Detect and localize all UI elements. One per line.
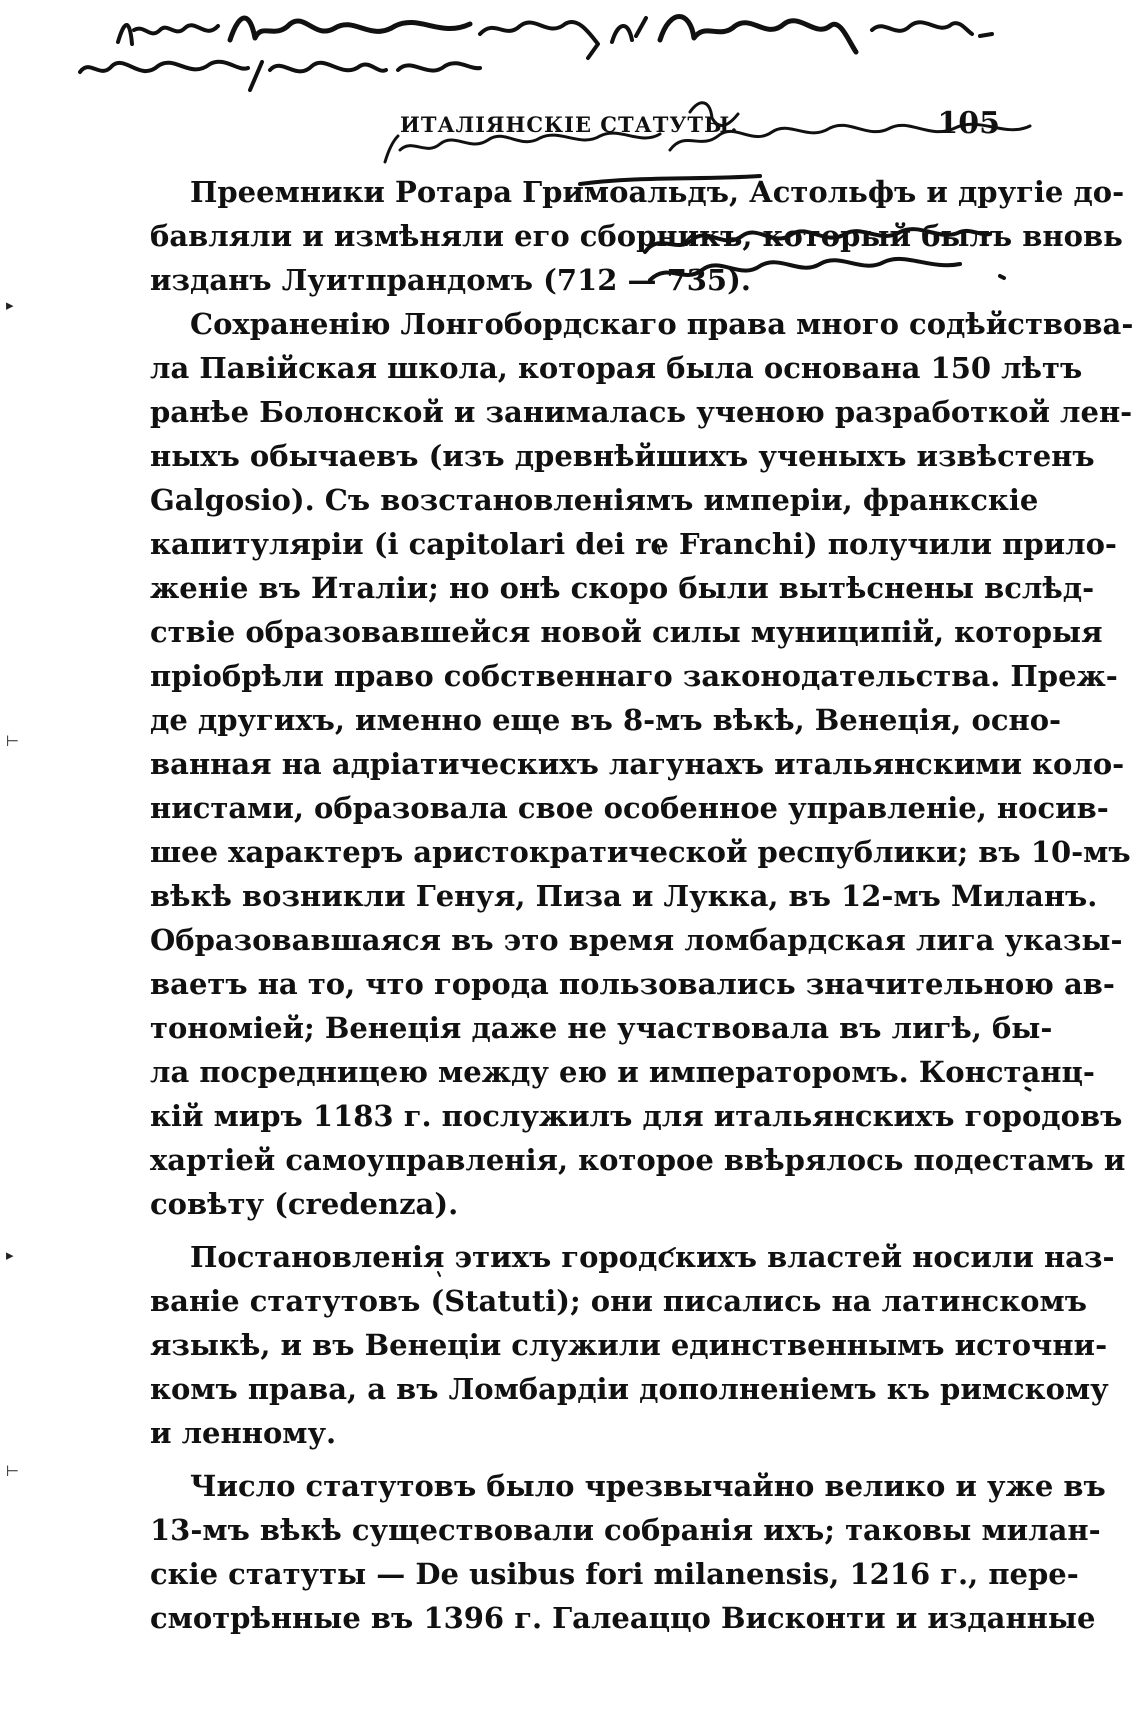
text-line: ствіе образовавшейся новой силы муниципій, которыя [150,615,1103,649]
text-line: Преемники Ротара Гримоальдъ, Астольфъ и другіе до- [190,175,1125,209]
text-line: женіе въ Италіи; но онѣ скоро были вытѣснены вслѣд- [150,571,1095,605]
text-line: изданъ Луитпрандомъ (712 — 735). [150,263,751,297]
text-line: смотрѣнные въ 1396 г. Галеаццо Висконти и изданные [150,1601,1096,1635]
text-line: совѣту (credenza). [150,1187,459,1221]
text-line: ваніе статутовъ (Statuti); они писались на латинскомъ [150,1284,1087,1318]
margin-mark: ▸ [6,296,14,314]
text-line: языкѣ, и въ Венеціи служили единственнымъ источни- [150,1328,1108,1362]
text-line: ранѣе Болонской и занималась ученою разработкой лен- [150,395,1133,429]
margin-mark: ▸ [6,1246,14,1264]
text-line: нистами, образовала свое особенное управленіе, носив- [150,791,1109,825]
margin-mark: ⊢ [6,1462,20,1480]
text-line: Число статутовъ было чрезвычайно велико и уже въ [190,1469,1106,1503]
text-line: де другихъ, именно еще въ 8-мъ вѣкѣ, Венеція, осно- [150,703,1062,737]
paragraph-1 [150,170,1125,302]
text-line: комъ права, а въ Ломбардіи дополненіемъ къ римскому [150,1372,1109,1406]
text-line: Постановленія этихъ городскихъ властей носили наз- [190,1240,1115,1274]
text-line: скіе статуты — De usibus fori milanensis, 1216 г., пере- [150,1557,1079,1591]
text-line: ныхъ обычаевъ (изъ древнѣйшихъ ученыхъ извѣстенъ [150,439,1095,473]
text-line: ваетъ на то, что города пользовались значительною ав- [150,967,1115,1001]
text-line: ла посредницею между ею и императоромъ. Констанц- [150,1055,1095,1089]
body-text [150,170,1134,1640]
text-line: и ленному. [150,1416,337,1450]
paragraph-3 [150,1235,1115,1455]
text-line: пріобрѣли право собственнаго законодательства. Преж- [150,659,1118,693]
text-line: хартіей самоуправленія, которое ввѣрялось подестамъ и [150,1143,1126,1177]
paragraph-2 [150,302,1134,1226]
text-line: Сохраненію Лонгобордскаго права много содѣйствова- [190,307,1134,341]
text-line: ла Павійская школа, которая была основана 150 лѣтъ [150,351,1083,385]
margin-mark: ⊢ [6,732,20,750]
paragraph-4 [150,1464,1106,1640]
text-line: капитуляріи (i capitolari dei re Franchi) получили прило- [150,527,1117,561]
text-line: вѣкѣ возникли Генуя, Пиза и Лукка, въ 12-мъ Миланъ. [150,879,1098,913]
running-title: ИТАЛІЯНСКІЕ СТАТУТЫ. [400,112,739,137]
text-line: кій миръ 1183 г. послужилъ для итальянскихъ городовъ [150,1099,1123,1133]
text-line: Galgosio). Съ возстановленіямъ имперіи, франкскіе [150,483,1039,517]
text-line: ванная на адріатическихъ лагунахъ итальянскими коло- [150,747,1125,781]
text-line: 13-мъ вѣкѣ существовали собранія ихъ; таковы милан- [150,1513,1101,1547]
text-line: шее характеръ аристократической республики; въ 10-мъ [150,835,1131,869]
text-line: тономіей; Венеція даже не участвовала въ лигѣ, бы- [150,1011,1053,1045]
text-line: бавляли и измѣняли его сборникъ, который былъ вновь [150,219,1123,253]
text-line: Образовавшаяся въ это время ломбардская лига указы- [150,923,1123,957]
page-number: 105 [937,106,1000,141]
running-header [150,106,1000,142]
handwritten-note-top [80,17,992,91]
